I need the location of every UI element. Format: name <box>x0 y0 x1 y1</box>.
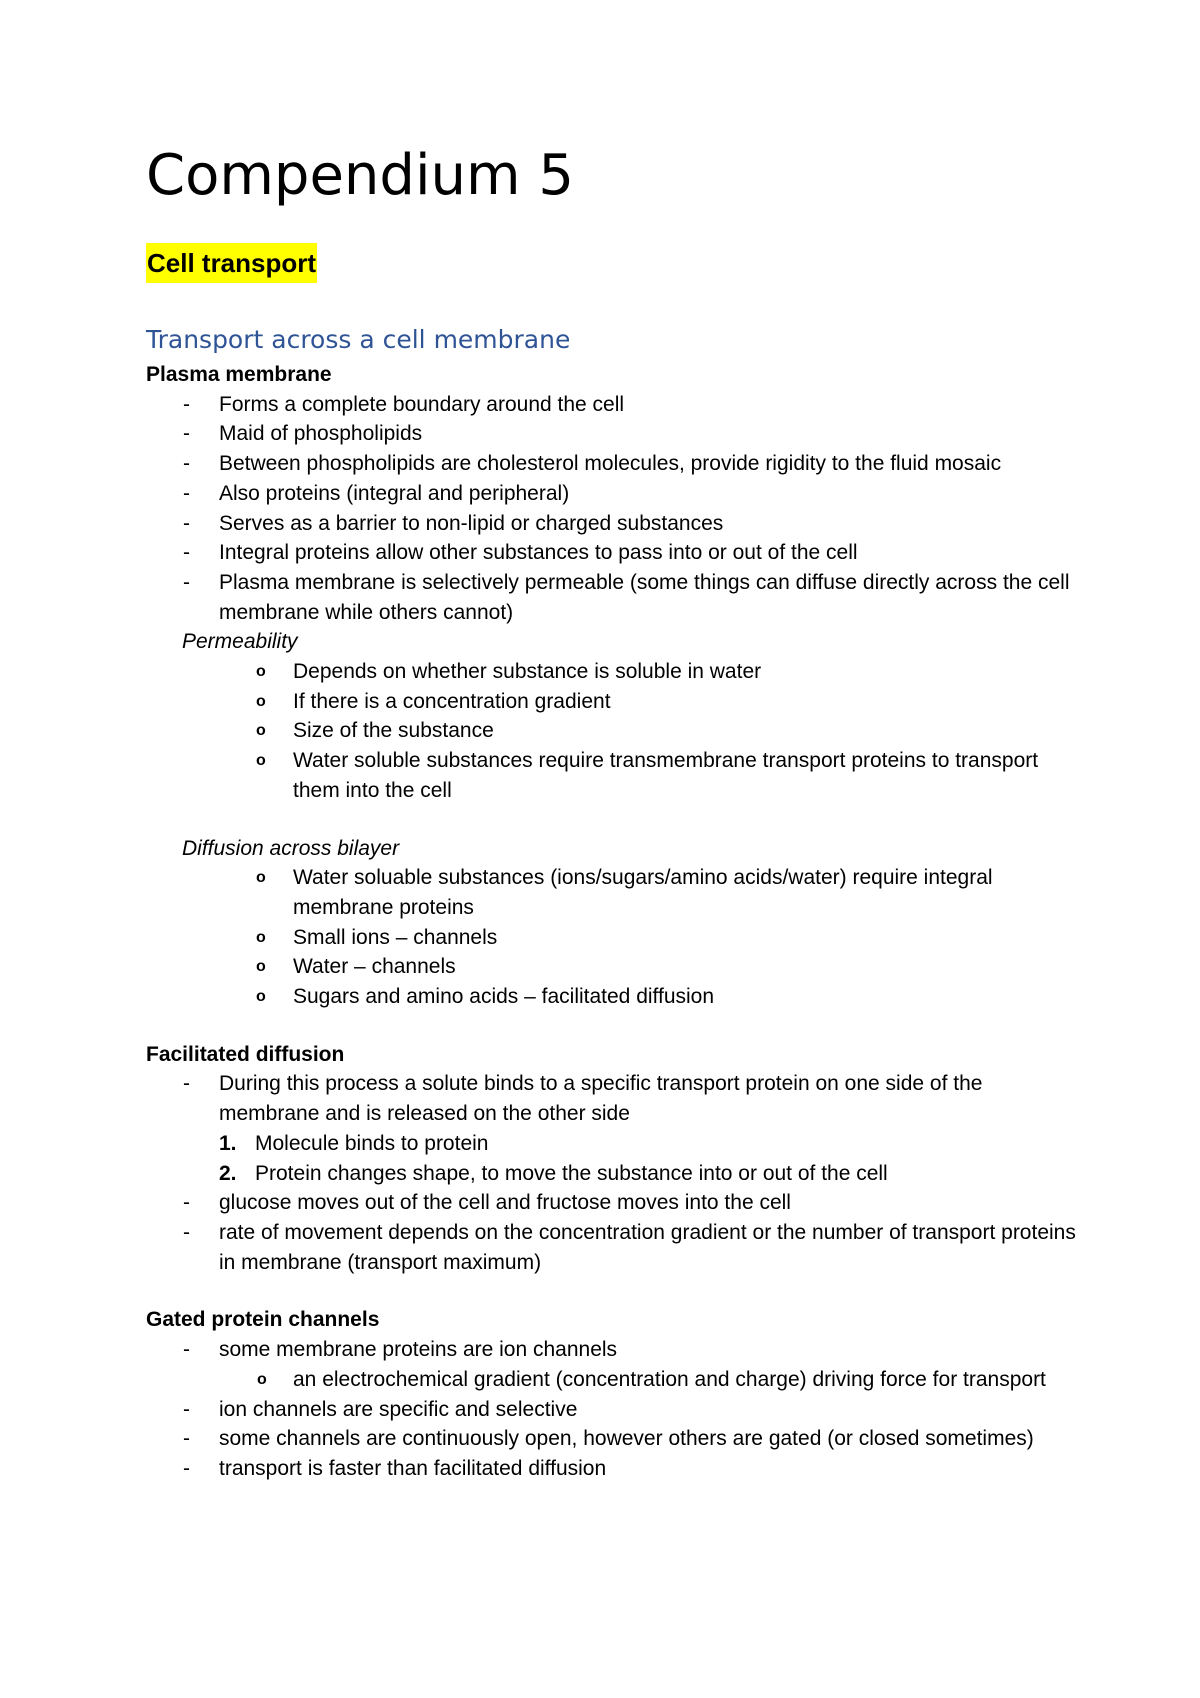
list-item <box>146 568 1086 627</box>
dash-bullet: - <box>183 541 190 565</box>
list-item <box>146 419 1086 449</box>
dash-bullet: - <box>183 1397 190 1421</box>
list-item-text: Forms a complete boundary around the cell <box>219 392 625 416</box>
list-item <box>146 1395 1086 1425</box>
circle-bullet: o <box>256 722 266 740</box>
list-item <box>219 1365 1086 1395</box>
circle-bullet: o <box>256 869 266 887</box>
list-item <box>146 1335 1086 1394</box>
list-item-text: Also proteins (integral and peripheral) <box>219 481 570 505</box>
list-item-text: rate of movement depends on the concentration gradient or the number of transport proteins in membrane (transport maximum) <box>219 1220 1076 1274</box>
list-item-text: some membrane proteins are ion channels <box>219 1338 618 1362</box>
dash-bullet: - <box>183 511 190 535</box>
diffusion-subheading: Diffusion across bilayer <box>182 836 400 860</box>
circle-bullet: o <box>256 752 266 770</box>
list-item-text: ion channels are specific and selective <box>219 1397 578 1421</box>
step-item <box>219 1129 1086 1159</box>
section-heading: Transport across a cell membrane <box>146 325 571 354</box>
gated-channels-list <box>146 1335 1086 1484</box>
list-item-text: Plasma membrane is selectively permeable (some things can diffuse directly across the cell membrane while others cannot) <box>219 570 1070 624</box>
list-item-text: Sugars and amino acids – facilitated diffusion <box>293 985 715 1009</box>
document-body <box>146 360 1086 1484</box>
list-item-text: If there is a concentration gradient <box>293 689 611 713</box>
list-item-text: Serves as a barrier to non-lipid or charged substances <box>219 511 724 535</box>
circle-bullet: o <box>257 1370 267 1388</box>
list-item <box>146 1454 1086 1484</box>
document-title: Compendium 5 <box>146 143 574 208</box>
facilitated-diffusion-list <box>146 1069 1086 1277</box>
permeability-subheading: Permeability <box>182 630 298 654</box>
chapter-heading-highlighted: Cell transport <box>146 243 317 283</box>
list-item-text: During this process a solute binds to a specific transport protein on one side of the membrane and is released on the other side <box>219 1072 983 1126</box>
step-number: 2. <box>219 1161 237 1185</box>
circle-bullet: o <box>256 692 266 710</box>
list-item <box>146 952 1086 982</box>
circle-bullet: o <box>256 663 266 681</box>
process-steps-list <box>219 1129 1086 1188</box>
spacer <box>146 1277 1086 1305</box>
list-item-text: Size of the substance <box>293 719 494 743</box>
list-item-text: Small ions – channels <box>293 925 498 949</box>
list-item <box>146 479 1086 509</box>
dash-bullet: - <box>183 392 190 416</box>
list-item-text: Integral proteins allow other substances to pass into or out of the cell <box>219 541 858 565</box>
list-item-text: Water soluble substances require transmembrane transport proteins to transport them into the cell <box>293 749 1039 802</box>
list-item <box>146 746 1086 805</box>
dash-bullet: - <box>183 1456 190 1480</box>
dash-bullet: - <box>183 1338 190 1362</box>
list-item-text: Water – channels <box>293 955 456 979</box>
spacer <box>146 1012 1086 1040</box>
step-number: 1. <box>219 1131 237 1155</box>
step-text: Molecule binds to protein <box>255 1131 489 1155</box>
list-item <box>146 509 1086 539</box>
spacer <box>146 806 1086 834</box>
list-item <box>146 449 1086 479</box>
list-item <box>146 863 1086 922</box>
list-item-text: glucose moves out of the cell and fructose moves into the cell <box>219 1191 791 1215</box>
list-item-text: an electrochemical gradient (concentration and charge) driving force for transport <box>293 1367 1046 1391</box>
list-item-text: Depends on whether substance is soluble in water <box>293 660 762 684</box>
step-item <box>219 1159 1086 1189</box>
circle-bullet: o <box>256 958 266 976</box>
list-item-text: transport is faster than facilitated diffusion <box>219 1456 607 1480</box>
step-text: Protein changes shape, to move the substance into or out of the cell <box>255 1161 888 1185</box>
facilitated-diffusion-heading: Facilitated diffusion <box>146 1042 345 1066</box>
dash-bullet: - <box>183 1191 190 1215</box>
gated-sub-list <box>219 1365 1086 1395</box>
list-item <box>146 1069 1086 1188</box>
dash-bullet: - <box>183 481 190 505</box>
list-item <box>146 923 1086 953</box>
list-item <box>146 538 1086 568</box>
list-item-text: Between phospholipids are cholesterol molecules, provide rigidity to the fluid mosaic <box>219 452 1002 476</box>
list-item <box>146 687 1086 717</box>
dash-bullet: - <box>183 452 190 476</box>
dash-bullet: - <box>183 570 190 594</box>
dash-bullet: - <box>183 1220 190 1244</box>
list-item <box>146 1188 1086 1218</box>
circle-bullet: o <box>256 928 266 946</box>
list-item-text: Water soluable substances (ions/sugars/amino acids/water) require integral membrane proteins <box>293 866 993 919</box>
list-item <box>146 982 1086 1012</box>
diffusion-list <box>146 863 1086 1012</box>
dash-bullet: - <box>183 1072 190 1096</box>
circle-bullet: o <box>256 988 266 1006</box>
list-item <box>146 1424 1086 1454</box>
list-item-text: Maid of phospholipids <box>219 422 423 446</box>
plasma-membrane-heading: Plasma membrane <box>146 363 332 386</box>
list-item-text: some channels are continuously open, however others are gated (or closed sometimes) <box>219 1427 1034 1451</box>
list-item <box>146 390 1086 420</box>
list-item <box>146 716 1086 746</box>
permeability-list <box>146 657 1086 806</box>
dash-bullet: - <box>183 422 190 446</box>
list-item <box>146 657 1086 687</box>
dash-bullet: - <box>183 1427 190 1451</box>
gated-channels-heading: Gated protein channels <box>146 1308 380 1332</box>
plasma-membrane-list <box>146 390 1086 628</box>
list-item <box>146 1218 1086 1277</box>
